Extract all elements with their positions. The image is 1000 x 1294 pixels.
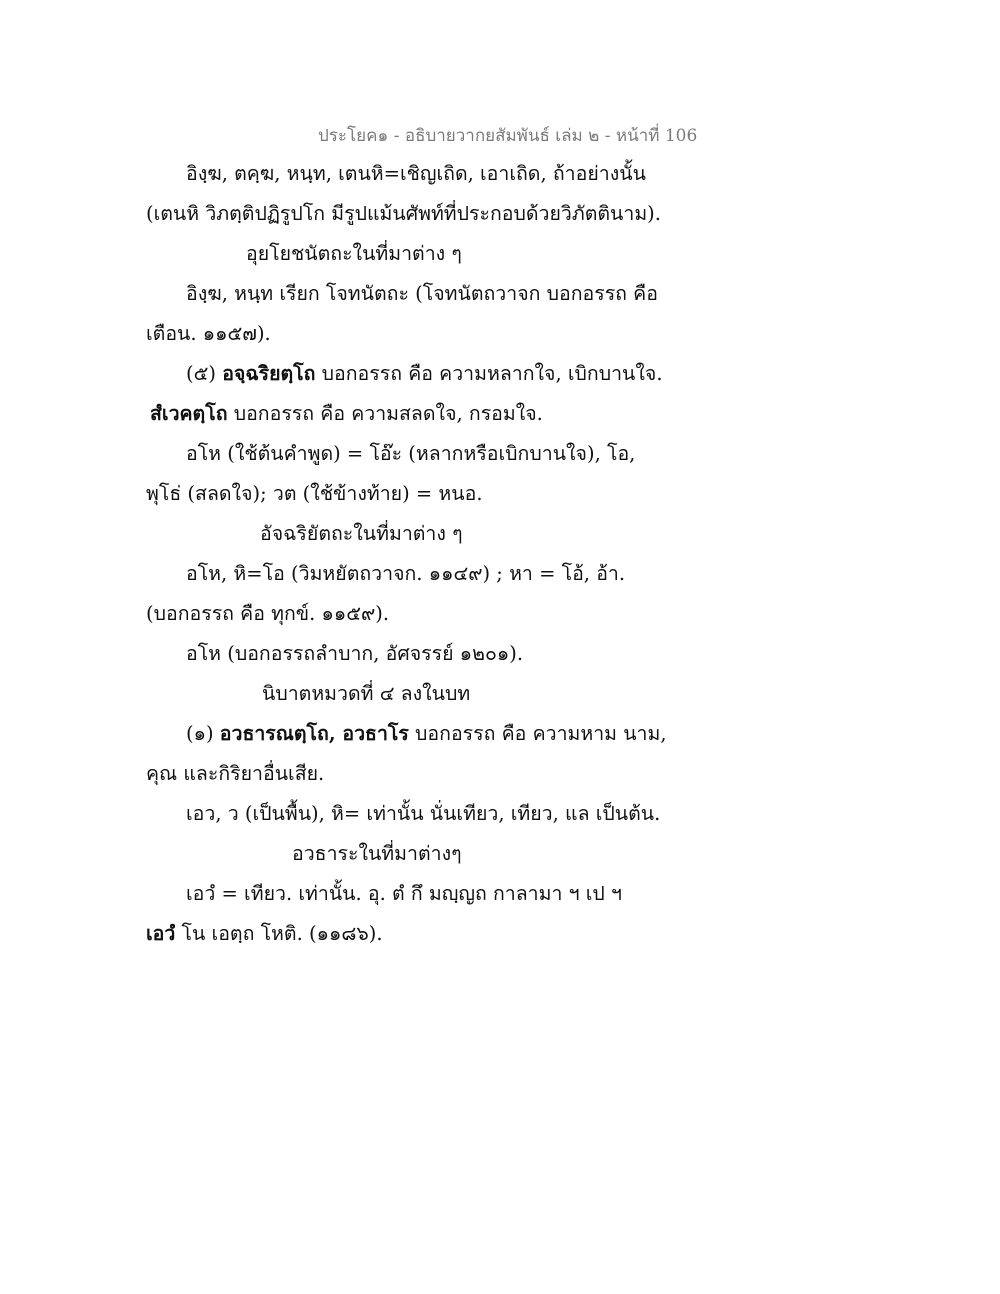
section-heading — [246, 240, 462, 268]
section-heading — [262, 680, 470, 708]
text-line — [146, 480, 483, 508]
text-line — [186, 160, 646, 188]
section-heading — [292, 840, 462, 868]
text-run: อัจฉริยัตถะในที่มาต่าง ๆ — [260, 522, 463, 545]
text-line — [186, 640, 523, 668]
bold-term: เอวํ — [146, 922, 176, 945]
text-run: อโห, หิ=โอ (วิมหยัตถวาจก. ๑๑๔๙) ; หา = โอ้, อ้า. — [186, 562, 626, 585]
text-run: พุโธ่ (สลดใจ); วต (ใช้ข้างท้าย) = หนอ. — [146, 482, 483, 505]
text-run: (๑) — [186, 722, 220, 745]
bold-term: อจฺฉริยตฺโถ — [222, 362, 316, 385]
section-heading — [260, 520, 463, 548]
text-line — [186, 880, 622, 908]
text-line — [186, 560, 625, 588]
text-run: (เตนหิ วิภตฺติปฏิรูปโก มีรูปแม้นศัพท์ที่ประกอบด้วยวิภัตตินาม). — [146, 202, 661, 225]
text-run: เอวํ = เทียว. เท่านั้น. อุ. ตํ กึ มญฺญถ กาลามา ฯ เป ฯ — [186, 882, 622, 905]
text-line — [146, 600, 389, 628]
text-line — [186, 360, 663, 388]
bold-term: อวธารณตฺโถ, อวธาโร — [219, 722, 409, 745]
text-run: อโห (บอกอรรถลำบาก, อัศจรรย์ ๑๒๐๑). — [186, 642, 524, 665]
text-run: (บอกอรรถ คือ ทุกข์. ๑๑๕๙). — [146, 602, 390, 625]
text-line — [146, 760, 324, 788]
text-run: อโห (ใช้ต้นคำพูด) = โอ๊ะ (หลากหรือเบิกบานใจ), โอ, — [186, 442, 636, 465]
text-line — [186, 280, 658, 308]
text-run: เอว, ว (เป็นพื้น), หิ= เท่านั้น นั่นเทียว, เทียว, แล เป็นต้น. — [186, 802, 661, 825]
text-line — [186, 720, 667, 748]
text-run: (๕) — [186, 362, 223, 385]
text-run: โน เอตฺถ โหติ. (๑๑๘๖). — [175, 922, 383, 945]
text-line — [186, 800, 660, 828]
text-run: บอกอรรถ คือ ความหาม นาม, — [408, 722, 667, 745]
text-line — [150, 400, 543, 428]
text-line — [146, 320, 271, 348]
text-line — [186, 440, 635, 468]
text-run: นิบาตหมวดที่ ๔ ลงในบท — [262, 682, 471, 705]
text-run: อุยโยชนัตถะในที่มาต่าง ๆ — [246, 242, 462, 265]
text-run: อวธาระในที่มาต่างๆ — [292, 842, 462, 865]
text-line — [146, 200, 661, 228]
text-run: อิงฺฆ, หนฺท เรียก โจทนัตถะ (โจทนัตถวาจก บอกอรรถ คือ — [186, 282, 658, 305]
text-run: คุณ และกิริยาอื่นเสีย. — [146, 762, 325, 785]
text-run: บอกอรรถ คือ ความสลดใจ, กรอมใจ. — [227, 402, 543, 425]
text-run: บอกอรรถ คือ ความหลากใจ, เบิกบานใจ. — [315, 362, 663, 385]
page-header: ประโยค๑ - อธิบายวากยสัมพันธ์ เล่ม ๒ - หน้าที่ 106 — [318, 126, 698, 146]
text-line — [146, 920, 383, 948]
bold-term: สํเวคตฺโถ — [150, 402, 228, 425]
text-run: อิงฺฆ, ตคฺฆ, หนฺท, เตนหิ=เชิญเถิด, เอาเถิด, ถ้าอย่างนั้น — [186, 162, 646, 185]
text-run: เตือน. ๑๑๕๗). — [146, 322, 271, 345]
